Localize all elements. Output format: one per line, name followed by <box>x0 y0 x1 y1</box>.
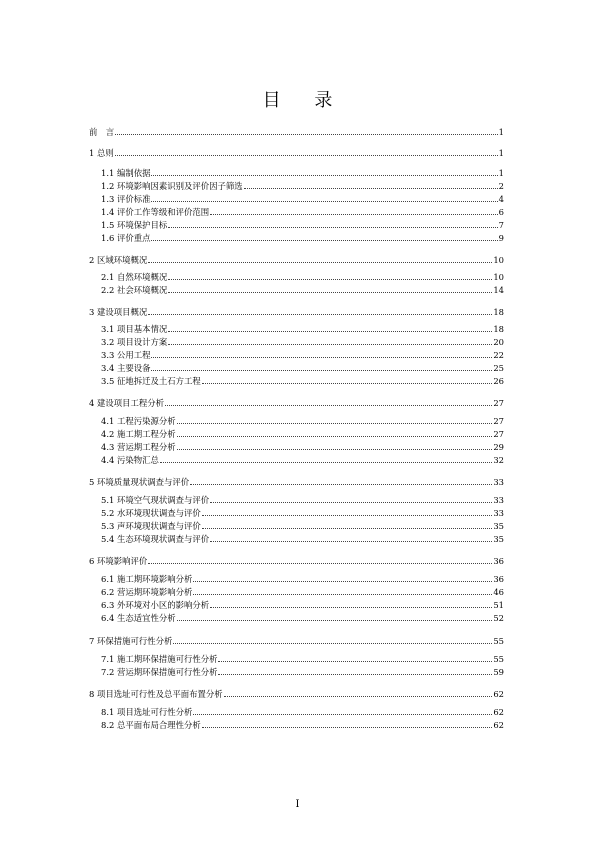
dot-leader <box>177 620 493 621</box>
toc-entry[interactable] <box>101 350 504 360</box>
toc-entry-page: 22 <box>493 350 504 360</box>
toc-entry[interactable] <box>101 324 504 334</box>
toc-entry[interactable] <box>101 521 504 531</box>
toc-entry[interactable] <box>89 477 504 487</box>
dot-leader <box>168 331 492 332</box>
toc-entry-page: 6 <box>498 207 504 217</box>
dot-leader <box>177 436 493 437</box>
toc-entry-page: 51 <box>493 600 504 610</box>
dot-leader <box>168 292 492 293</box>
dot-leader <box>210 607 492 608</box>
dot-leader <box>193 714 492 715</box>
toc-entry-label: 4.2 施工期工程分析 <box>101 429 176 439</box>
toc-entry[interactable] <box>101 707 504 717</box>
toc-entry-page: 36 <box>493 556 504 566</box>
toc-entry-label: 5.2 水环境现状调查与评价 <box>101 508 201 518</box>
toc-entry-label: 4.1 工程污染源分析 <box>101 416 176 426</box>
toc-entry-label: 4.3 营运期工程分析 <box>101 442 176 452</box>
toc-entry[interactable] <box>101 194 504 204</box>
toc-entry[interactable] <box>101 429 504 439</box>
toc-entry-page: 55 <box>493 636 504 646</box>
toc-entry-label: 前 言 <box>89 127 115 137</box>
toc-entry-page: 4 <box>498 194 504 204</box>
dot-leader <box>151 175 497 176</box>
toc-entry-page: 27 <box>493 416 504 426</box>
dot-leader <box>168 344 492 345</box>
toc-entry-label: 6.1 施工期环境影响分析 <box>101 574 193 584</box>
toc-entry-page: 18 <box>493 307 504 317</box>
toc-entry-label: 1.2 环境影响因素识别及评价因子筛选 <box>101 181 243 191</box>
toc-entry-page: 14 <box>493 285 504 295</box>
toc-entry-label: 3.3 公用工程 <box>101 350 151 360</box>
dot-leader <box>165 405 492 406</box>
toc-entry-label: 1.4 评价工作等级和评价范围 <box>101 207 210 217</box>
toc-entry[interactable] <box>89 255 504 265</box>
dot-leader <box>190 484 492 485</box>
toc-entry-label: 3.2 项目设计方案 <box>101 337 168 347</box>
toc-entry[interactable] <box>101 285 504 295</box>
toc-entry-page: 1 <box>498 148 504 158</box>
dot-leader <box>148 563 492 564</box>
toc-entry[interactable] <box>101 168 504 178</box>
toc-entry-label: 2.2 社会环境概况 <box>101 285 168 295</box>
toc-entry-page: 59 <box>493 667 504 677</box>
toc-entry-page: 18 <box>493 324 504 334</box>
dot-leader <box>115 134 498 135</box>
toc-entry-page: 33 <box>493 477 504 487</box>
dot-leader <box>151 240 497 241</box>
toc-entry-label: 8.1 项目选址可行性分析 <box>101 707 193 717</box>
toc-entry-page: 55 <box>493 654 504 664</box>
toc-entry[interactable] <box>101 495 504 505</box>
toc-entry-label: 8.2 总平面布局合理性分析 <box>101 720 201 730</box>
toc-entry[interactable] <box>101 363 504 373</box>
toc-entry-label: 5 环境质量现状调查与评价 <box>89 477 190 487</box>
dot-leader <box>210 541 492 542</box>
dot-leader <box>202 528 493 529</box>
toc-entry-label: 3.5 征地拆迁及土石方工程 <box>101 376 201 386</box>
toc-entry-page: 2 <box>498 181 504 191</box>
toc-entry[interactable] <box>89 556 504 566</box>
toc-entry-label: 6.2 营运期环境影响分析 <box>101 587 193 597</box>
toc-entry-label: 7 环保措施可行性分析 <box>89 636 173 646</box>
toc-entry[interactable] <box>101 376 504 386</box>
toc-entry[interactable] <box>89 127 504 137</box>
toc-entry[interactable] <box>89 636 504 646</box>
toc-entry-page: 35 <box>493 521 504 531</box>
toc-entry[interactable] <box>101 667 504 677</box>
toc-entry-label: 1.6 评价重点 <box>101 233 151 243</box>
toc-entry-page: 7 <box>498 220 504 230</box>
dot-leader <box>210 214 498 215</box>
toc-entry-page: 35 <box>493 534 504 544</box>
toc-entry-page: 20 <box>493 337 504 347</box>
toc-entry-label: 1 总则 <box>89 148 114 158</box>
toc-entry-label: 2 区域环境概况 <box>89 255 148 265</box>
dot-leader <box>210 502 492 503</box>
toc-entry[interactable] <box>101 613 504 623</box>
page-number-footer: I <box>295 799 300 810</box>
dot-leader <box>224 696 493 697</box>
toc-entry[interactable] <box>89 398 504 408</box>
dot-leader <box>218 674 492 675</box>
toc-entry-label: 3 建设项目概况 <box>89 307 148 317</box>
toc-entry-page: 33 <box>493 508 504 518</box>
dot-leader <box>173 643 492 644</box>
dot-leader <box>148 262 492 263</box>
toc-entry-page: 62 <box>493 720 504 730</box>
dot-leader <box>151 370 492 371</box>
toc-entry-label: 3.4 主要设备 <box>101 363 151 373</box>
dot-leader <box>151 357 492 358</box>
toc-entry[interactable] <box>101 534 504 544</box>
toc-entry-label: 8 项目选址可行性及总平面布置分析 <box>89 689 223 699</box>
toc-entry-label: 6 环境影响评价 <box>89 556 148 566</box>
toc-entry-page: 32 <box>493 455 504 465</box>
dot-leader <box>168 279 492 280</box>
toc-entry-page: 33 <box>493 495 504 505</box>
toc-entry-label: 3.1 项目基本情况 <box>101 324 168 334</box>
toc-entry-page: 36 <box>493 574 504 584</box>
toc-entry-label: 7.2 营运期环保措施可行性分析 <box>101 667 218 677</box>
dot-leader <box>202 727 493 728</box>
toc-entry-label: 5.1 环境空气现状调查与评价 <box>101 495 210 505</box>
toc-entry-page: 9 <box>498 233 504 243</box>
toc-entry[interactable] <box>101 600 504 610</box>
toc-entry[interactable] <box>101 416 504 426</box>
toc-entry-page: 27 <box>493 429 504 439</box>
dot-leader <box>177 449 493 450</box>
toc-entry-label: 7.1 施工期环保措施可行性分析 <box>101 654 218 664</box>
toc-entry[interactable] <box>101 181 504 191</box>
toc-entry[interactable] <box>101 442 504 452</box>
dot-leader <box>202 383 493 384</box>
toc-entry[interactable] <box>101 587 504 597</box>
toc-entry-page: 62 <box>493 707 504 717</box>
toc-entry-page: 29 <box>493 442 504 452</box>
toc-title: 目 录 <box>262 90 347 111</box>
toc-entry-page: 27 <box>493 398 504 408</box>
toc-entry-page: 52 <box>493 613 504 623</box>
dot-leader <box>115 155 498 156</box>
toc-entry-label: 5.4 生态环境现状调查与评价 <box>101 534 210 544</box>
toc-entry-page: 1 <box>498 168 504 178</box>
toc-entry-page: 46 <box>493 587 504 597</box>
toc-entry-label: 1.1 编制依据 <box>101 168 151 178</box>
toc-entry-page: 26 <box>493 376 504 386</box>
toc-entry[interactable] <box>101 508 504 518</box>
toc-entry-label: 4.4 污染物汇总 <box>101 455 159 465</box>
dot-leader <box>193 594 492 595</box>
toc-entry[interactable] <box>101 574 504 584</box>
toc-entry-label: 6.3 外环境对小区的影响分析 <box>101 600 210 610</box>
toc-entry-label: 6.4 生态适宜性分析 <box>101 613 176 623</box>
toc-entry[interactable] <box>101 654 504 664</box>
toc-entry-page: 62 <box>493 689 504 699</box>
dot-leader <box>244 188 498 189</box>
toc-entry[interactable] <box>89 689 504 699</box>
toc-entry-page: 10 <box>493 272 504 282</box>
toc-entry[interactable] <box>101 272 504 282</box>
toc-entry[interactable] <box>101 220 504 230</box>
toc-entry[interactable] <box>101 207 504 217</box>
dot-leader <box>218 661 492 662</box>
dot-leader <box>160 462 492 463</box>
toc-entry-label: 1.5 环境保护目标 <box>101 220 168 230</box>
toc-entry[interactable] <box>101 720 504 730</box>
toc-entry-page: 1 <box>498 127 504 137</box>
dot-leader <box>148 314 492 315</box>
toc-entry[interactable] <box>101 337 504 347</box>
toc-entry[interactable] <box>89 307 504 317</box>
toc-entry-label: 2.1 自然环境概况 <box>101 272 168 282</box>
toc-entry-label: 4 建设项目工程分析 <box>89 398 164 408</box>
toc-entry-label: 1.3 评价标准 <box>101 194 151 204</box>
dot-leader <box>151 201 497 202</box>
dot-leader <box>193 581 492 582</box>
toc-entry-label: 5.3 声环境现状调查与评价 <box>101 521 201 531</box>
dot-leader <box>168 227 497 228</box>
toc-entry[interactable] <box>101 233 504 243</box>
toc-entry[interactable] <box>101 455 504 465</box>
toc-entry[interactable] <box>89 148 504 158</box>
dot-leader <box>177 423 493 424</box>
toc-entry-page: 10 <box>493 255 504 265</box>
toc-entry-page: 25 <box>493 363 504 373</box>
dot-leader <box>202 515 493 516</box>
